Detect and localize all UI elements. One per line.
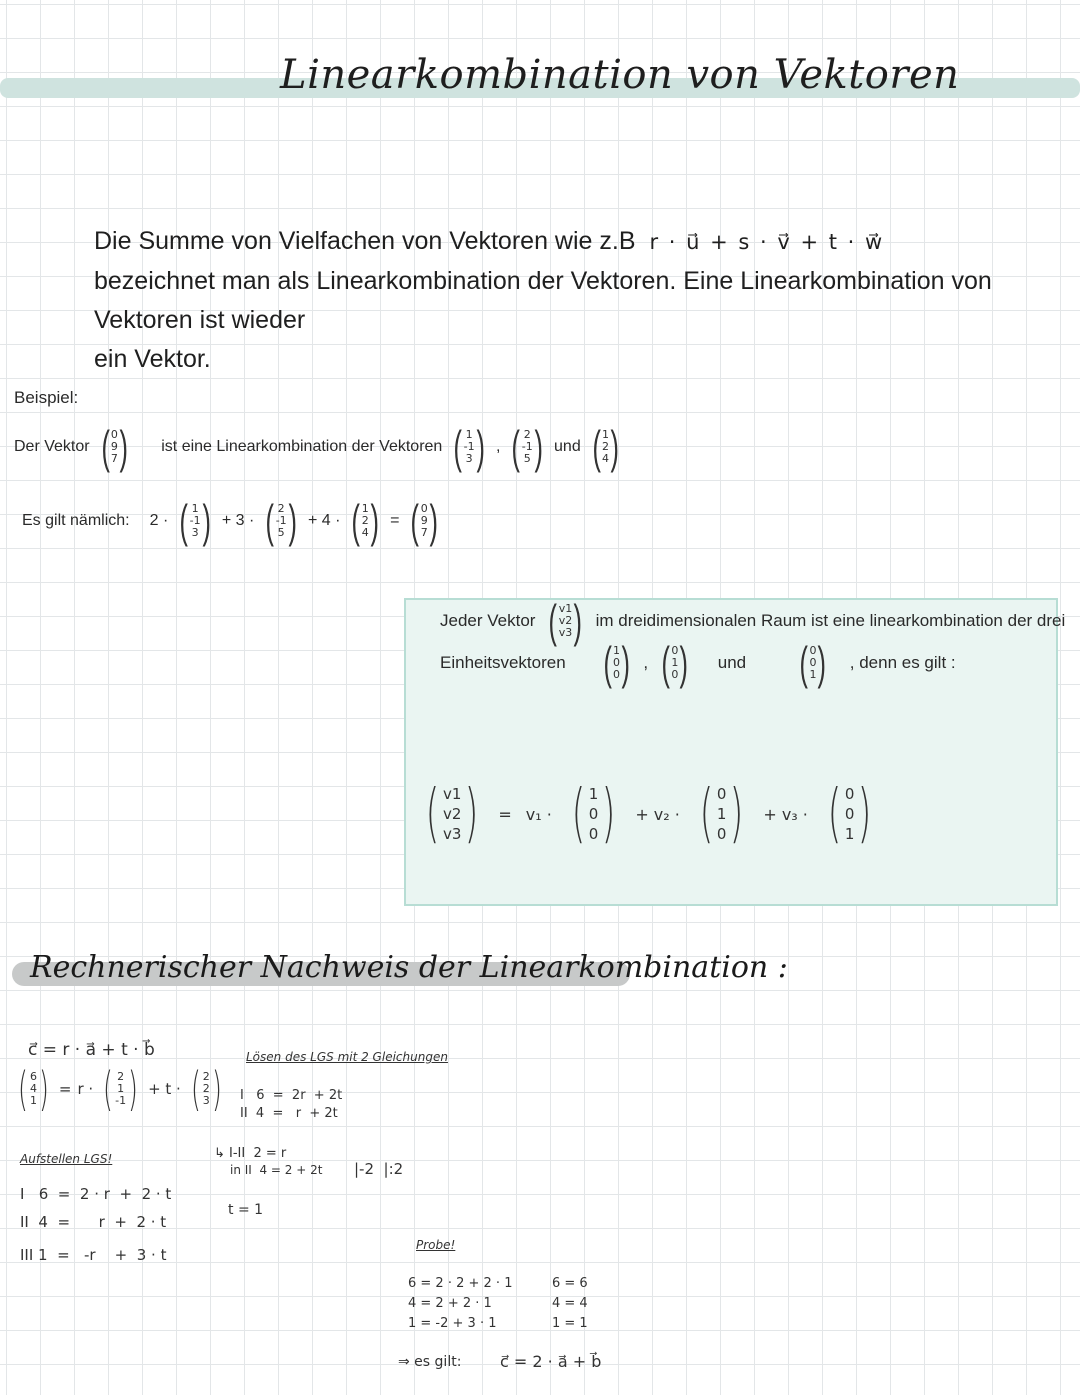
denn-text: , denn es gilt : (849, 653, 956, 672)
vector-097: ( 0 9 7 ) (101, 421, 128, 473)
probe-right-2: 4 = 4 (552, 1296, 588, 1311)
vector-a2: ( 2 -1 5 ) (511, 421, 543, 473)
und-text: und (554, 438, 581, 455)
unit-vector-e3: ( 0 0 1 ) (799, 637, 827, 689)
lgs-line-1: I 6 = 2 · r + 2 · t (20, 1185, 172, 1203)
probe-left-2: 4 = 2 + 2 · 1 (408, 1296, 492, 1311)
step-3: t = 1 (228, 1202, 264, 1218)
vector-c: ( 6 4 1 ) (18, 1062, 49, 1116)
der-vektor-text: Der Vektor (14, 438, 90, 455)
probe-left-3: 1 = -2 + 3 · 1 (408, 1316, 497, 1331)
step-2: in II 4 = 2 + 2t (230, 1163, 323, 1177)
c-eq-sign: = (58, 1080, 72, 1098)
decomp-coef-1: v₁ · (525, 804, 552, 824)
loesen-heading: Lösen des LGS mit 2 Gleichungen (246, 1050, 448, 1064)
intro-paragraph (94, 222, 1074, 379)
es-gilt-line (22, 495, 441, 547)
probe-left-1: 6 = 2 · 2 + 2 · 1 (408, 1276, 513, 1291)
einheits-text: Einheitsvektoren (440, 653, 566, 672)
vector-v-big: ( v1 v2 v3 ) (425, 777, 479, 851)
lgs-line-3: III 1 = -r + 3 · t (20, 1246, 167, 1264)
r-coef: r · (77, 1080, 94, 1098)
section-title: Rechnerischer Nachweis der Linearkombination : (30, 950, 788, 985)
step-1: ↳ I-II 2 = r (214, 1146, 287, 1161)
probe-right-1: 6 = 6 (552, 1276, 588, 1291)
intro-line-2: bezeichnet man als Linearkombination der Vektoren. Eine Linearkombination von Vektoren ist wieder (94, 267, 992, 334)
sum-vector-1: ( 1 -1 3 ) (179, 495, 211, 547)
raum-text: im dreidimensionalen Raum ist eine linearkombination der drei (595, 611, 1066, 630)
intro-line-3: ein Vektor. (94, 345, 211, 373)
lgs-line-2: II 4 = r + 2 · t (20, 1213, 167, 1231)
box-comma: , (643, 653, 649, 672)
coef-2: 2 · (149, 512, 169, 529)
decomp-e1: ( 1 0 0 ) (571, 777, 616, 851)
vector-a: ( 2 1 -1 ) (103, 1062, 139, 1116)
box-line-1 (440, 595, 1066, 647)
vector-a3: ( 1 2 4 ) (592, 421, 619, 473)
jeder-vektor-text: Jeder Vektor (440, 611, 536, 630)
decomp-e2: ( 0 1 0 ) (699, 777, 744, 851)
unit-vector-e2: ( 0 1 0 ) (661, 637, 689, 689)
comma: , (495, 438, 501, 455)
t-coef: + t · (148, 1080, 181, 1098)
lk-text: ist eine Linearkombination der Vektoren (161, 438, 443, 455)
decomp-e3: ( 0 0 1 ) (827, 777, 872, 851)
decomp-coef-2: + v₂ · (635, 804, 680, 824)
decomp-coef-3: + v₃ · (763, 804, 808, 824)
loesen-line-2: II 4 = r + 2t (240, 1106, 338, 1121)
intro-line-1: Die Summe von Vielfachen von Vektoren wie z.B (94, 227, 636, 255)
conclusion-prefix: ⇒ es gilt: (398, 1354, 462, 1370)
vector-v: ( v1 v2 v3 ) (548, 595, 583, 647)
equals-sign: = (390, 512, 400, 529)
example-label: Beispiel: (14, 388, 79, 407)
box-und: und (717, 653, 747, 672)
vector-a1: ( 1 -1 3 ) (453, 421, 485, 473)
probe-right-3: 1 = 1 (552, 1316, 588, 1331)
unit-decomposition (420, 777, 877, 851)
loesen-line-1: I 6 = 2r + 2t (240, 1088, 343, 1103)
probe-heading: Probe! (416, 1238, 456, 1252)
c-vector-equation (14, 1062, 226, 1116)
coef-3: + 3 · (221, 512, 255, 529)
sum-result-vector: ( 0 9 7 ) (410, 495, 438, 547)
decomp-equals: = (498, 804, 512, 824)
sum-vector-3: ( 1 2 4 ) (351, 495, 379, 547)
sum-vector-2: ( 2 -1 5 ) (265, 495, 297, 547)
unit-vector-e1: ( 1 0 0 ) (603, 637, 630, 689)
example-line (14, 421, 622, 473)
step-2-ops: |-2 |:2 (354, 1160, 404, 1178)
intro-formula: r · u⃗ + s · v⃗ + t · w⃗ (649, 230, 885, 254)
vector-b: ( 2 2 3 ) (190, 1062, 222, 1116)
box-line-2 (440, 637, 956, 689)
conclusion: c⃗ = 2 · a⃗ + b⃗ (500, 1352, 602, 1371)
coef-4: + 4 · (307, 512, 341, 529)
aufstellen-heading: Aufstellen LGS! (20, 1152, 113, 1166)
es-gilt-text: Es gilt nämlich: (22, 512, 130, 529)
c-equation: c⃗ = r · a⃗ + t · b⃗ (28, 1040, 155, 1060)
page-title: Linearkombination von Vektoren (280, 52, 960, 98)
